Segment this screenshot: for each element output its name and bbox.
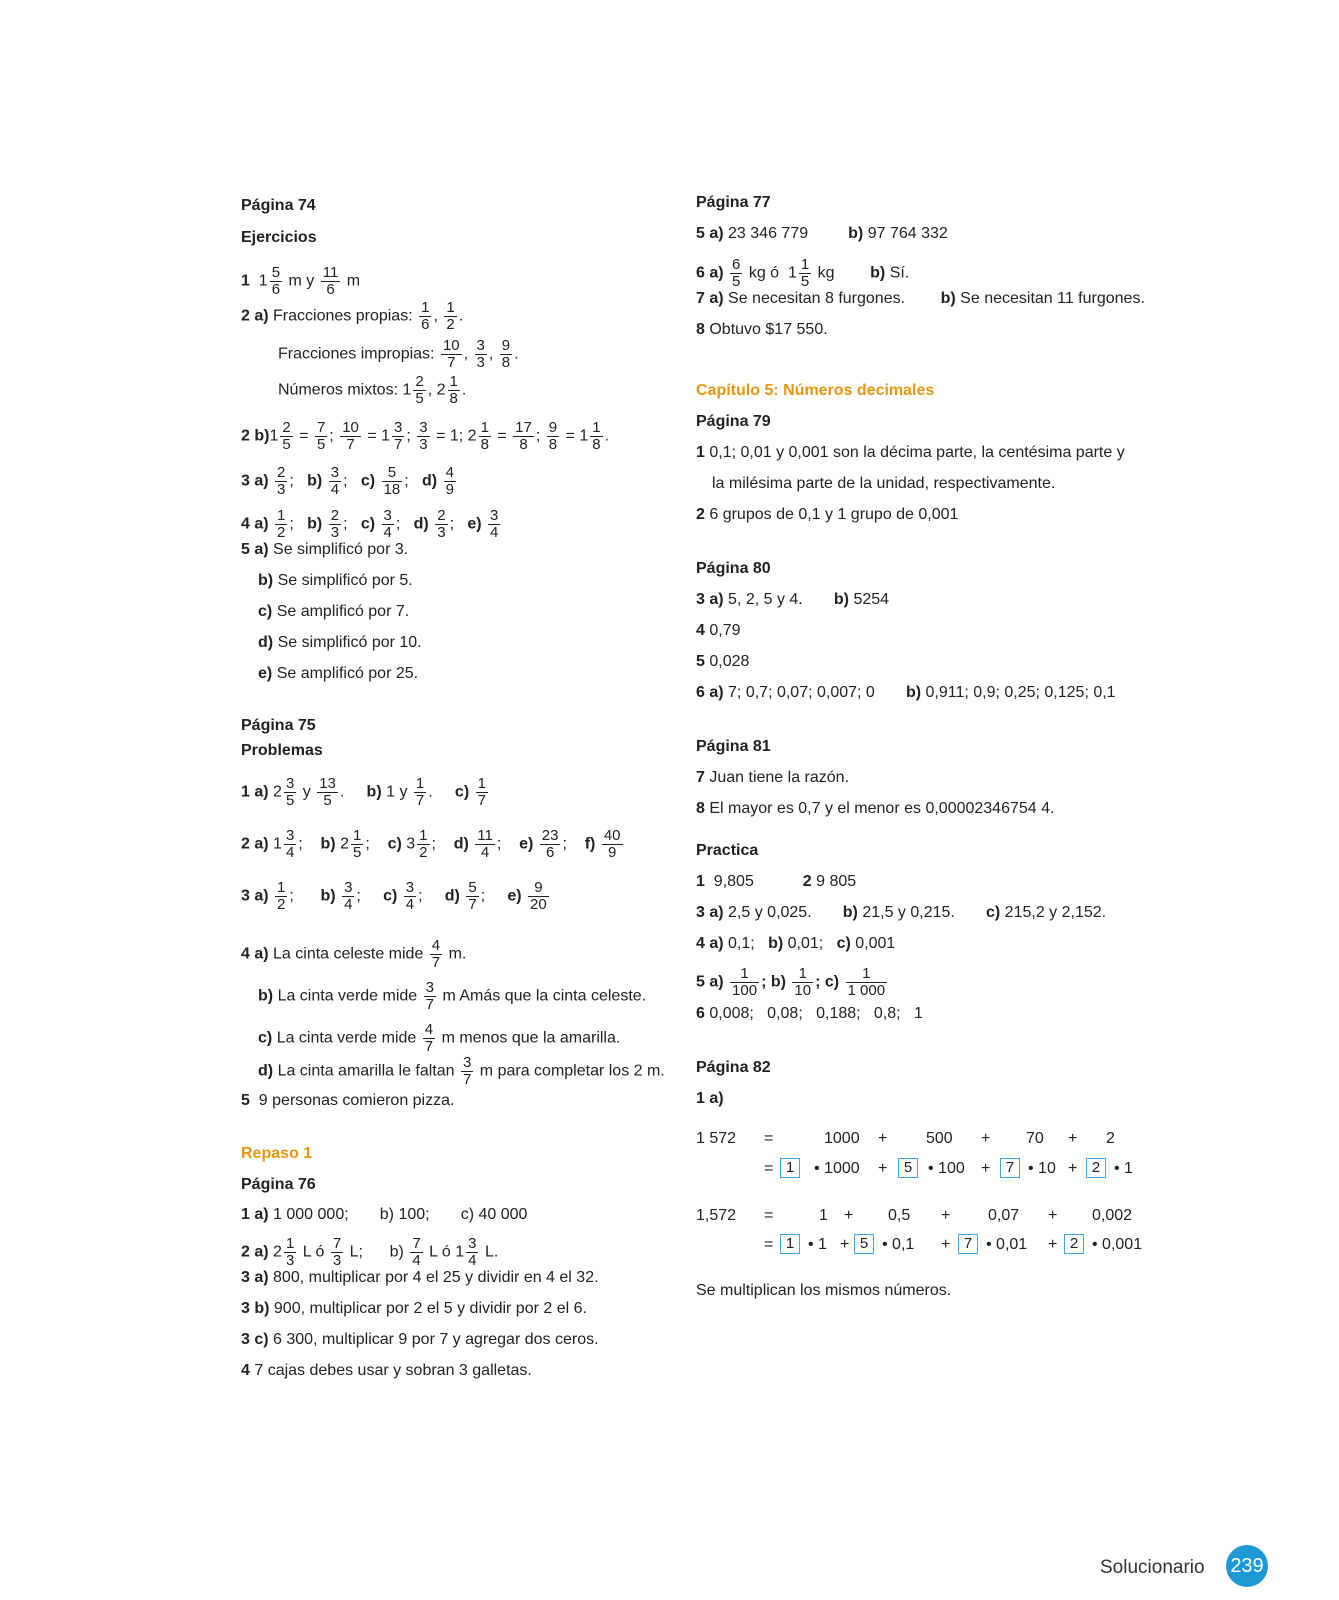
review-4: 4 7 cajas debes usar y sobran 3 galletas. [241,1362,532,1379]
t1-p1: + [878,1130,888,1147]
heading-capitulo-5: Capítulo 5: Números decimales [696,382,935,399]
t4-box-4: 2 [1064,1234,1084,1254]
t4-box-1: 1 [780,1234,800,1254]
exercise-2b: 2 b)1 $\frac{2}{5}$ = $\frac{7}{5}$ ; $\frac{10}{7}$ = 1 $\frac{3}{7}$ ; $\frac{3}{3}$ = 1; 2 $\frac{1}{8}$ = $\frac{17}{8}$ ; $\frac{9}{8}$ = 1 $\frac{1}{8}$ . [241,419,610,453]
review-3b: 3 b) 900, multiplicar por 2 el 5 y dividir por 2 el 6. [241,1300,587,1317]
conclusion-text: Se multiplican los mismos números. [696,1282,952,1299]
heading-practica: Practica [696,842,759,859]
t4-p3: + [1048,1236,1058,1253]
t1-p3: + [1068,1130,1078,1147]
t3-p3: + [1048,1207,1058,1224]
practice-3: 3 a) 2,5 y 0,025. b) 21,5 y 0,215. c) 215,2 y 2,152. [696,904,1107,921]
heading-pagina-81: Página 81 [696,738,771,755]
problem-4d: d) La cinta amarilla le faltan $\frac{3}{7}$ m para completar los 2 m. [258,1054,665,1088]
review-1: 1 a) 1 000 000; b) 100; c) 40 000 [241,1206,528,1223]
answer-5: 5 a) 23 346 779 b) 97 764 332 [696,225,948,242]
exercise-2a: 2 a) Fracciones propias: $\frac{1}{6}$ , $\frac{1}{2}$ . [241,299,464,333]
t2-m2: • 100 [928,1160,965,1177]
exercise-2a-improper: Fracciones impropias: $\frac{10}{7}$ , $\frac{3}{3}$ , $\frac{9}{8}$ . [278,337,519,371]
t2-m1: • 1000 [814,1160,860,1177]
t4-eq: = [764,1236,774,1253]
heading-repaso-1: Repaso 1 [241,1145,313,1162]
t4-m3: • 0,01 [986,1236,1028,1253]
heading-pagina-76: Página 76 [241,1176,316,1193]
answer-c1-cont: la milésima parte de la unidad, respectivamente. [712,475,1056,492]
heading-pagina-82: Página 82 [696,1059,771,1076]
heading-ejercicios: Ejercicios [241,229,317,246]
t4-box-3: 7 [958,1234,978,1254]
t3-p1: + [844,1207,854,1224]
t4-m1: • 1 [808,1236,827,1253]
t4-m2: • 0,1 [882,1236,915,1253]
review-2: 2 a) 2 $\frac{1}{3}$ L ó $\frac{7}{3}$ L; b) $\frac{7}{4}$ L ó 1 $\frac{3}{4}$ L. [241,1235,499,1269]
t3-v3: 0,07 [988,1207,1020,1224]
footer-label: Solucionario [1100,1557,1205,1578]
t3-p2: + [941,1207,951,1224]
answer-1a-label: 1 a) [696,1090,724,1107]
exercise-5d: d) Se simplificó por 10. [258,634,422,651]
answer-c6: 6 a) 7; 0,7; 0,07; 0,007; 0 b) 0,911; 0,9; 0,25; 0,125; 0,1 [696,684,1116,701]
t2-p2: + [981,1160,991,1177]
t1-eq: = [764,1130,774,1147]
exercise-5e: e) Se amplificó por 25. [258,665,419,682]
t1-v2: 500 [926,1130,953,1147]
t2-box-2: 5 [898,1158,918,1178]
t1-v4: 2 [1106,1130,1115,1147]
problem-5: 5 9 personas comieron pizza. [241,1092,455,1109]
t3-v4: 0,002 [1092,1207,1133,1224]
heading-pagina-80: Página 80 [696,560,771,577]
heading-pagina-77: Página 77 [696,194,771,211]
exercise-4: 4 a) $\frac{1}{2}$ ; b) $\frac{2}{3}$ ; c) $\frac{3}{4}$ ; d) $\frac{2}{3}$ ; e) $\frac{3}{4}$ [241,507,499,541]
t1-lhs: 1 572 [696,1130,737,1147]
problem-4b: b) La cinta verde mide $\frac{3}{7}$ m Amás que la cinta celeste. [258,979,647,1013]
exercise-2a-mixed: Números mixtos: 1 $\frac{2}{5}$ , 2 $\frac{1}{8}$ . [278,373,467,407]
answer-8: 8 Obtuvo $17 550. [696,321,828,338]
t2-eq: = [764,1160,774,1177]
t4-p1: + [840,1236,850,1253]
t3-lhs: 1,572 [696,1207,737,1224]
practice-4: 4 a) 0,1; b) 0,01; c) 0,001 [696,935,896,952]
heading-pagina-75: Página 75 [241,717,316,734]
decomposition-table [696,1130,1143,1280]
t2-p3: + [1068,1160,1078,1177]
answer-c5: 5 0,028 [696,653,750,670]
t1-v1: 1000 [824,1130,860,1147]
answer-c2: 2 6 grupos de 0,1 y 1 grupo de 0,001 [696,506,959,523]
answer-6: 6 a) $\frac{6}{5}$ kg ó 1 $\frac{1}{5}$ kg b) Sí. [696,256,910,290]
t4-box-2: 5 [854,1234,874,1254]
t3-eq: = [764,1207,774,1224]
review-3a: 3 a) 800, multiplicar por 4 el 25 y dividir en 4 el 32. [241,1269,599,1286]
practice-6: 6 0,008; 0,08; 0,188; 0,8; 1 [696,1005,923,1022]
exercise-5a: 5 a) Se simplificó por 3. [241,541,409,558]
exercise-5b: b) Se simplificó por 5. [258,572,413,589]
problem-4c: c) La cinta verde mide $\frac{4}{7}$ m menos que la amarilla. [258,1021,621,1055]
heading-pagina-74: Página 74 [241,197,316,214]
t2-box-1: 1 [780,1158,800,1178]
answer-c4: 4 0,79 [696,622,741,639]
t2-m3: • 10 [1028,1160,1056,1177]
exercise-5c: c) Se amplificó por 7. [258,603,410,620]
review-3c: 3 c) 6 300, multiplicar 9 por 7 y agregar dos ceros. [241,1331,599,1348]
practice-1-2: 1 9,805 2 9 805 [696,873,857,890]
answer-c7: 7 Juan tiene la razón. [696,769,850,786]
heading-problemas: Problemas [241,742,323,759]
page-number-badge: 239 [1226,1545,1268,1587]
exercise-1: 1 1 $\frac{5}{6}$ m y $\frac{11}{6}$ m [241,264,361,298]
t2-box-3: 7 [1000,1158,1020,1178]
t2-m4: • 1 [1114,1160,1133,1177]
problem-4a: 4 a) La cinta celeste mide $\frac{4}{7}$ m. [241,937,467,971]
answer-c3: 3 a) 5, 2, 5 y 4. b) 5254 [696,591,890,608]
t2-p1: + [878,1160,888,1177]
problem-2: 2 a) 1 $\frac{3}{4}$ ; b) 2 $\frac{1}{5}$ ; c) 3 $\frac{1}{2}$ ; d) $\frac{11}{4}$ ; e) $\frac{23}{6}$ ; f) $\frac{40}{9}$ [241,827,621,861]
problem-1: 1 a) 2 $\frac{3}{5}$ y $\frac{13}{5}$ . b) 1 y $\frac{1}{7}$ . c) $\frac{1}{7}$ [241,775,486,809]
heading-pagina-79: Página 79 [696,413,771,430]
t4-p2: + [941,1236,951,1253]
t3-v2: 0,5 [888,1207,911,1224]
t4-m4: • 0,001 [1092,1236,1143,1253]
answer-c1: 1 0,1; 0,01 y 0,001 son la décima parte, la centésima parte y [696,444,1125,461]
practice-5: 5 a) $\frac{1}{100}$ ; b) $\frac{1}{10}$ ; c) $\frac{1}{1 000}$ [696,965,886,999]
problem-3: 3 a) $\frac{1}{2}$ ; b) $\frac{3}{4}$ ; c) $\frac{3}{4}$ ; d) $\frac{5}{7}$ ; e) $\frac{9}{20}$ [241,879,547,913]
answer-7: 7 a) Se necesitan 8 furgones. b) Se necesitan 11 furgones. [696,290,1145,307]
t1-p2: + [981,1130,991,1147]
t3-v1: 1 [819,1207,828,1224]
t1-v3: 70 [1026,1130,1044,1147]
answer-c8: 8 El mayor es 0,7 y el menor es 0,00002346754 4. [696,800,1055,817]
exercise-3: 3 a) $\frac{2}{3}$ ; b) $\frac{3}{4}$ ; c) $\frac{5}{18}$ ; d) $\frac{4}{9}$ [241,464,454,498]
t2-box-4: 2 [1086,1158,1106,1178]
